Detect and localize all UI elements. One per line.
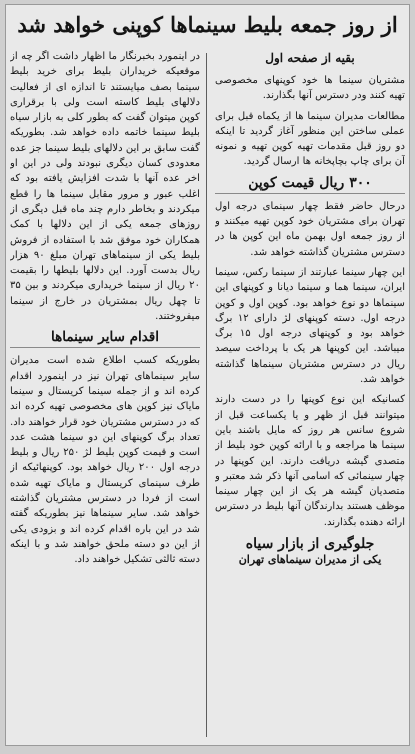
headline: از روز جمعه بلیط سینماها کوپنی خواهد شد (17, 12, 398, 37)
coupon-price-subhead: ۳۰۰ ریال قیمت کوپن (215, 175, 405, 194)
right-paragraph-5: کسانیکه این نوع کوپنها را در دست دارند میتوانند قبل از ظهر و یا یکساعت قبل از شروع سانس هر روز که مایل باشند باین سینما ها مراجعه و با ارائه کوپن خود بلیط از متصدی گیشه دریافت دارند. این کوپنها در چهار سینمائی که اسامی آنها ذکر شد معتبر و متصدیان گیشه هر یک از این چهار سینما موظف هستند بدارندگان آنها بلیط در دسترس ارائه دهنده بگذارند. (215, 394, 405, 528)
right-column (215, 49, 405, 741)
left-paragraph-1: در اینمورد بخبرنگار ما اظهار داشت اگر چه از موقعیکه خریداران بلیط برای خرید بلیط سینما بصف میایستند تا اندازه ای از فعالیت دلالهای بلیط کاسته است ولی با برقراری کوپن میتوان گفت که بطور کلی به بازار سیاه بلیط سینما خاتمه داده خواهد شد. بطوریکه گفت سابق بر این دلالهای بلیط سینما جز عده معدودی کسان دیگری نبودند ولی در این او اخر عده آنها با شدت افزایش یافته بود که اغلب عبور و مرور مقابل سینما ها را قطع میکردند و بخاطر دارم چند ماه قبل دیگری از روزهای جمعه یکی از این دلالها با کمک همکاران خود موفق شد با استفاده از فروش بلیط یکی از سینماهای تهران مبلغ ۹۰ هزار ریال بدست آورد. این دلالها بلیطها را بقیمت ۲۰ ریال از سینما خریداری میکردند و بین ۳۵ تا چهل ریال بمشتریان در خارج از سینما میفروختند. (10, 51, 200, 323)
newspaper-clipping (5, 4, 410, 746)
right-paragraph-3: درحال حاضر فقط چهار سینمای درجه اول تهران برای مشتریان خود کوپن تهیه میکنند و از روز جمعه اول بهمن ماه این کوپن ها در دسترس مشتریان گذاشته خواهد شد. (215, 200, 405, 258)
other-cinemas-subhead: اقدام سایر سینماها (10, 329, 200, 348)
article-columns (10, 49, 405, 741)
black-market-subhead: جلوگیری از بازار سیاه (245, 536, 375, 553)
left-paragraph-2: بطوریکه کسب اطلاع شده است مدیران سایر سینماهای تهران نیز در اینمورد اقدام کرده اند و از جمله سینما کریستال و سینما مایاک نیز کوپن های مخصوصی تهیه کرده اند که در دسترس مشتریان خود قرار خواهند داد. تعداد برگ کوپنهای این دو سینما هشت عدد است و قیمت کوپن بلیط لژ ۲۵۰ ریال و بلیط درجه اول ۲۰۰ ریال خواهد بود. کوپنهائیکه از طرف سینمای کریستال و مایاک تهیه شده است از فردا در دسترس مشتریان گذاشته خواهد شد. سایر سینماها نیز بطوریکه گفته شد در این باره اقدام کرده اند و بزودی یکی از این دو دسته ملحق خواهند شد و با اینکه دسته ثالثی تشکیل خواهند داد. (10, 355, 200, 566)
right-paragraph-4: این چهار سینما عبارتند از سینما رکس، سینما ایران، سینما هما و سینما دیانا و کوپنهای این سینماها دو نوع خواهد بود. کوپن اول و کوپن درجه اول. دسته کوپنهای لژ دارای ۱۲ برگ خواهد بود و کوپنهای درجه اول ۱۵ برگ میباشد. این کوپنها هر یک با پرداخت سیصد ریال در دسترس مشتریان سینماها گذاشته خواهد شد. (215, 266, 405, 386)
right-paragraph-1: مشتریان سینما ها خود کوپنهای مخصوصی تهیه کنند ودر دسترس آنها بگذارند. (215, 75, 405, 102)
right-paragraph-2: مطالعات مدیران سینما ها از یکماه قبل برای عملی ساختن این منظور آغاز گردید تا اینکه دو روز قبل مقدمات تهیه کوپن تهیه و نمونه آن برای چاپ بچاپخانه ها ارسال گردید. (215, 110, 405, 168)
left-column (10, 49, 200, 741)
column-divider (206, 53, 207, 737)
continued-from-front-page: بقیه از صفحه اول (265, 51, 355, 65)
black-market-byline: یکی از مدیران سینماهای تهران (238, 553, 382, 567)
